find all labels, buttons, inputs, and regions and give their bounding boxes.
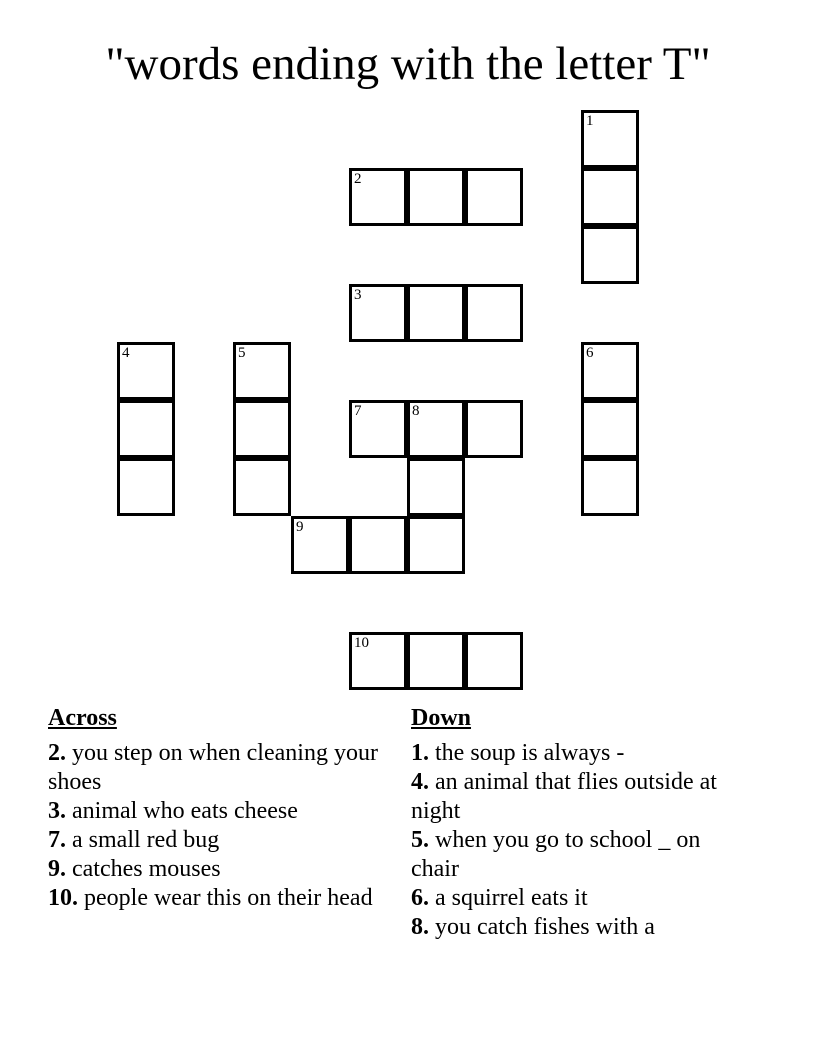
grid-cell-6-down-3[interactable] [581,458,639,516]
cell-number: 1 [586,113,594,129]
clue-number: 7. [48,827,66,853]
grid-cell-2-across-1[interactable] [349,168,407,226]
clue-text: animal who eats cheese [72,798,298,824]
clue-number: 5. [411,827,429,853]
cell-number: 2 [354,171,362,187]
clue-text: you step on when cleaning your shoes [48,740,378,795]
grid-cell-2-across-2[interactable] [407,168,465,226]
clue-number: 3. [48,798,66,824]
clue-text: the soup is always - [435,740,625,766]
clue-number: 10. [48,885,78,911]
cell-number: 10 [354,635,369,651]
clue-down-8 [411,913,741,942]
clue-text: a small red bug [72,827,220,853]
clue-across-9 [48,855,388,884]
grid-cell-5-down-1[interactable] [233,342,291,400]
grid-cell-5-down-2[interactable] [233,400,291,458]
clue-down-4 [411,768,741,826]
grid-cell-3-across-2[interactable] [407,284,465,342]
grid-cell-6-down-2[interactable] [581,400,639,458]
grid-cell-1-down-3[interactable] [581,226,639,284]
grid-cell-7-across-1[interactable] [349,400,407,458]
clue-across-2 [48,739,388,797]
cell-number: 4 [122,345,130,361]
cell-number: 9 [296,519,304,535]
cell-number: 3 [354,287,362,303]
clue-number: 1. [411,740,429,766]
page-title: "words ending with the letter T" [105,38,711,90]
grid-cell-2-across-3[interactable] [465,168,523,226]
grid-cell-5-down-3[interactable] [233,458,291,516]
clue-text: an animal that flies outside at night [411,769,717,824]
across-clues [48,704,388,913]
grid-cell-4-down-3[interactable] [117,458,175,516]
clue-text: people wear this on their head [84,885,373,911]
grid-cell-4-down-1[interactable] [117,342,175,400]
clue-across-7 [48,826,388,855]
clue-across-10 [48,884,388,913]
clue-number: 6. [411,885,429,911]
clue-text: a squirrel eats it [435,885,588,911]
clue-number: 2. [48,740,66,766]
grid-cell-8-down-1[interactable] [407,400,465,458]
grid-cell-8-down-2[interactable] [407,458,465,516]
grid-cell-10-across-1[interactable] [349,632,407,690]
grid-cell-10-across-2[interactable] [407,632,465,690]
clue-number: 4. [411,769,429,795]
clue-number: 8. [411,914,429,940]
clue-across-3 [48,797,388,826]
grid-cell-3-across-1[interactable] [349,284,407,342]
grid-cell-9-across-1[interactable] [291,516,349,574]
grid-cell-9-across-2[interactable] [349,516,407,574]
down-heading: Down [411,705,472,731]
grid-cell-3-across-3[interactable] [465,284,523,342]
clue-down-5 [411,826,741,884]
cell-number: 5 [238,345,246,361]
grid-cell-10-across-3[interactable] [465,632,523,690]
cell-number: 8 [412,403,420,419]
clue-down-6 [411,884,741,913]
grid-cell-1-down-1[interactable] [581,110,639,168]
grid-cell-9-across-3[interactable] [407,516,465,574]
across-heading: Across [48,705,117,731]
clue-down-1 [411,739,741,768]
grid-cell-7-across-3[interactable] [465,400,523,458]
clue-text: when you go to school _ on chair [411,827,701,882]
clue-text: catches mouses [72,856,221,882]
grid-cell-6-down-1[interactable] [581,342,639,400]
clue-text: you catch fishes with a [435,914,655,940]
down-clues [411,704,741,942]
clue-number: 9. [48,856,66,882]
cell-number: 7 [354,403,362,419]
cell-number: 6 [586,345,594,361]
grid-cell-4-down-2[interactable] [117,400,175,458]
grid-cell-1-down-2[interactable] [581,168,639,226]
